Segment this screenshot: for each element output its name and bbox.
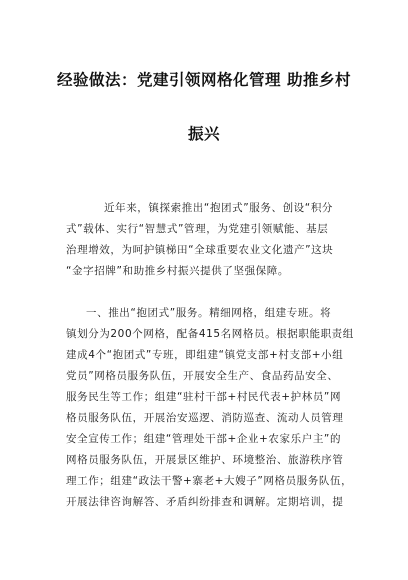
paragraph-line: 格员服务队伍，开展治安巡逻、消防巡查、流动人员管理 bbox=[66, 412, 344, 424]
paragraph-line: 理工作；组建“政法干警+寨老+大嫂子”网格员服务队伍， bbox=[66, 475, 353, 487]
paragraph-line: 网格员服务队伍，开展景区维护、环境整治、旅游秩序管 bbox=[66, 454, 344, 466]
paragraph-line: 近年来，镇探索推出“抱团式”服务、创设“积分 bbox=[104, 202, 334, 214]
document-title-line-2: 振兴 bbox=[187, 124, 220, 143]
paragraph-line: 一、推出“抱团式”服务。精细网格，组建专班。将 bbox=[86, 307, 332, 319]
paragraph-line: 式”载体、实行“智慧式”管理，为党建引领赋能、基层 bbox=[66, 223, 329, 235]
document-title-line-1: 经验做法：党建引领网格化管理 助推乡村 bbox=[57, 70, 351, 89]
paragraph-line: 安全宣传工作；组建“管理处干部+企业+农家乐户主”的 bbox=[66, 433, 342, 445]
paragraph-line: “金字招牌”和助推乡村振兴提供了坚强保障。 bbox=[66, 265, 289, 277]
paragraph-line: 镇划分为200个网格，配备415名网格员。根据职能职责组 bbox=[66, 328, 354, 340]
paragraph-line: 开展法律咨询解答、矛盾纠纷排查和调解。定期培训，提 bbox=[66, 496, 344, 508]
paragraph-line: 党员”网格员服务队伍，开展安全生产、食品药品安全、 bbox=[66, 370, 339, 382]
paragraph-line: 服务民生等工作；组建“驻村干部+村民代表+护林员”网 bbox=[66, 391, 342, 403]
paragraph-line: 治理增效，为呵护镇梯田“全球重要农业文化遗产”这块 bbox=[66, 244, 334, 256]
paragraph-line: 建成4个“抱团式”专班，即组建“镇党支部+村支部+小组 bbox=[66, 349, 344, 361]
